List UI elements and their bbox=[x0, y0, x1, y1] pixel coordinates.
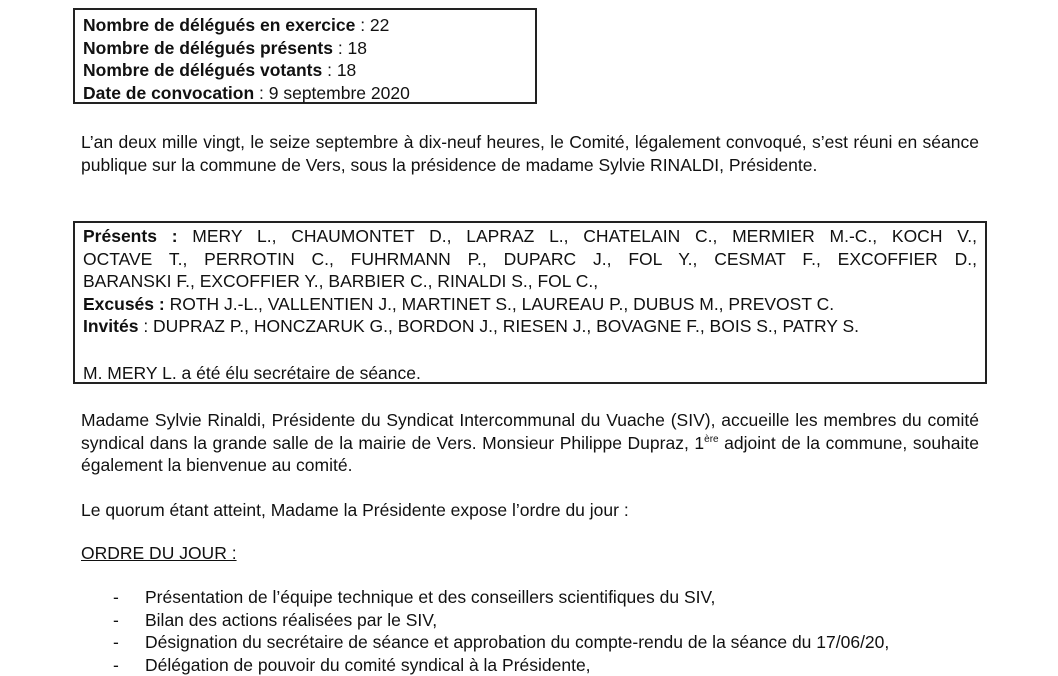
agenda-item bbox=[113, 631, 889, 654]
presents-line-1 bbox=[83, 225, 977, 248]
list-bullet: - bbox=[113, 609, 145, 632]
stat-value: : 18 bbox=[322, 60, 356, 80]
stat-value: : 22 bbox=[355, 15, 389, 35]
presents-line-2: OCTAVE T., PERROTIN C., FUHRMANN P., DUPARC J., FOL Y., CESMAT F., EXCOFFIER D., bbox=[83, 248, 977, 271]
intro-paragraph: L’an deux mille vingt, le seize septembre à dix-neuf heures, le Comité, légalement convoqué, s’est réuni en séance publique sur la commune de Vers, sous la présidence de madame Sylvie RINALDI, Présidente. bbox=[81, 131, 979, 176]
excuses-names: ROTH J.-L., VALLENTIEN J., MARTINET S., LAUREAU P., DUBUS M., PREVOST C. bbox=[165, 294, 834, 314]
stat-delegates-in-office bbox=[83, 14, 535, 37]
agenda-title: ORDRE DU JOUR : bbox=[81, 543, 237, 564]
ordinal-superscript: ère bbox=[704, 434, 718, 445]
welcome-text-end: adjoint de la commune, souhaite également la bienvenue au comité. bbox=[81, 433, 979, 476]
agenda-item bbox=[113, 609, 889, 632]
quorum-paragraph: Le quorum étant atteint, Madame la Présidente expose l’ordre du jour : bbox=[81, 499, 979, 522]
secretary-line: M. MERY L. a été élu secrétaire de séance. bbox=[83, 362, 977, 385]
meeting-stats-box bbox=[73, 8, 537, 104]
stat-convocation-date bbox=[83, 82, 535, 105]
presents-line-3: BARANSKI F., EXCOFFIER Y., BARBIER C., RINALDI S., FOL C., bbox=[83, 270, 977, 293]
stat-delegates-voting bbox=[83, 59, 535, 82]
invites-label: Invités bbox=[83, 316, 138, 336]
agenda-item-text: Désignation du secrétaire de séance et approbation du compte-rendu de la séance du 17/06/20, bbox=[145, 632, 889, 652]
excuses-label: Excusés : bbox=[83, 294, 165, 314]
stat-value: : 9 septembre 2020 bbox=[254, 83, 410, 103]
agenda-item bbox=[113, 586, 889, 609]
list-bullet: - bbox=[113, 654, 145, 676]
stat-label: Date de convocation bbox=[83, 83, 254, 103]
list-bullet: - bbox=[113, 586, 145, 609]
presents-names: MERY L., CHAUMONTET D., LAPRAZ L., CHATELAIN C., MERMIER M.-C., KOCH V., bbox=[178, 226, 977, 246]
stat-label: Nombre de délégués présents bbox=[83, 38, 333, 58]
excuses-line bbox=[83, 293, 977, 316]
agenda-item-text: Présentation de l’équipe technique et des conseillers scientifiques du SIV, bbox=[145, 587, 715, 607]
agenda-list bbox=[113, 586, 889, 676]
attendance-box bbox=[73, 221, 987, 384]
invites-names: : DUPRAZ P., HONCZARUK G., BORDON J., RIESEN J., BOVAGNE F., BOIS S., PATRY S. bbox=[138, 316, 859, 336]
welcome-text: Madame Sylvie Rinaldi, Présidente du Syndicat Intercommunal du Vuache (SIV), accueille les membres du comité syndical dans la grande salle de la mairie de Vers. Monsieur Philippe Dupraz, 1 bbox=[81, 410, 979, 453]
stat-value: : 18 bbox=[333, 38, 367, 58]
agenda-item bbox=[113, 654, 889, 676]
invites-line bbox=[83, 315, 977, 338]
agenda-item-text: Délégation de pouvoir du comité syndical à la Présidente, bbox=[145, 655, 591, 675]
stat-label: Nombre de délégués votants bbox=[83, 60, 322, 80]
stat-delegates-present bbox=[83, 37, 535, 60]
welcome-paragraph bbox=[81, 409, 979, 477]
list-bullet: - bbox=[113, 631, 145, 654]
agenda-item-text: Bilan des actions réalisées par le SIV, bbox=[145, 610, 437, 630]
stat-label: Nombre de délégués en exercice bbox=[83, 15, 355, 35]
presents-label: Présents : bbox=[83, 226, 178, 246]
